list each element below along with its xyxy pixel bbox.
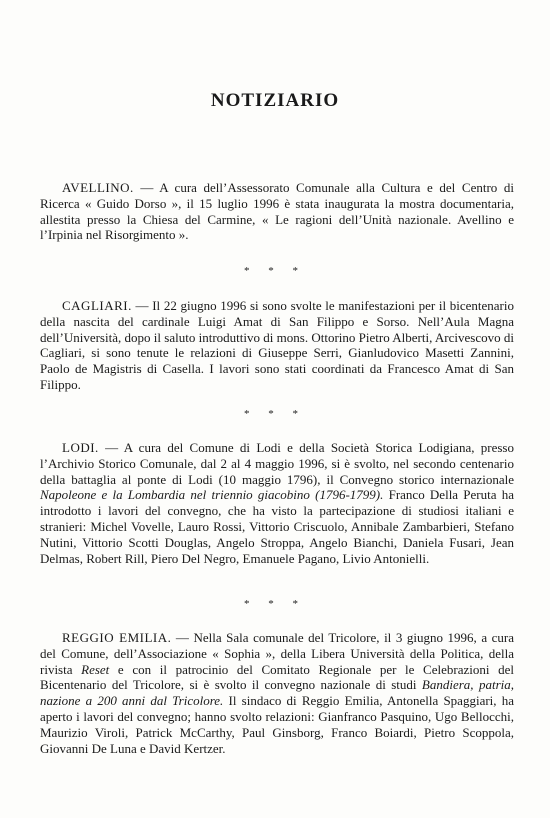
entry-text: Il 22 giugno 1996 si sono svolte le manifestazioni per il bicentenario della nascita del cardinale Luigi Amat di San Filippo e Sorso. Nell’Aula Magna dell’Università, dopo il saluto introduttivo di mons. Ottorino Pietro Alberti, Arcivescovo di Cagliari, si sono tenute le relazioni di Giuseppe Serri, Gianludovico Masetti Zannini, Paolo de Magistris di Casella. I lavori sono stati coordinati da Francesco Amat di San Filippo.	[40, 298, 515, 392]
news-entry-cagliari	[40, 298, 514, 393]
section-separator: * * *	[244, 408, 306, 420]
entry-text: e con il patrocinio del Comitato Regionale per le Celebrazioni del Bicentenario del Tricolore, si è svolto il convegno nazionale di studi	[40, 661, 514, 693]
news-entry-reggio-emilia	[40, 630, 514, 756]
entry-text: A cura del Comune di Lodi e della Società Storica Lodigiana, presso l’Archivio Storico Comunale, dal 2 al 4 maggio 1996, si è svolto, nel secondo centenario della battaglia al ponte di Lodi (10 maggio 1796), il Convegno storico internazionale	[40, 440, 514, 487]
page-title: NOTIZIARIO	[210, 90, 340, 111]
entry-text: Franco Della Peruta ha introdotto i lavori del convegno, che ha visto la partecipazione di studiosi italiani e stranieri: Michel Vovelle, Lauro Rossi, Vittorio Criscuolo, Annibale Zambarbieri, Stefano Nutini, Vittorio Scotti Douglas, Angelo Stroppa, Angelo Bianchi, Daniela Fusari, Jean Delmas, Robert Rill, Piero Del Negro, Emanuele Pagano, Livio Antonielli.	[40, 487, 515, 566]
entry-italic-title: Bandiera, patria, nazione a 200 anni dal Tricolore.	[40, 677, 514, 709]
entry-paragraph	[40, 630, 514, 756]
entry-place: REGGIO EMILIA.	[62, 630, 172, 645]
section-separator: * * *	[244, 598, 306, 610]
news-entry-lodi	[40, 440, 514, 566]
entry-place: CAGLIARI.	[62, 298, 132, 313]
entry-paragraph	[40, 180, 514, 243]
entry-dash: —	[133, 180, 160, 195]
section-separator: * * *	[244, 265, 306, 277]
entry-italic-title: Napoleone e la Lombardia nel triennio giacobino (1796-1799).	[40, 487, 384, 503]
entry-dash: —	[171, 630, 194, 645]
entry-paragraph	[40, 440, 514, 566]
entry-text: A cura dell’Assessorato Comunale alla Cultura e del Centro di Ricerca « Guido Dorso », il 15 luglio 1996 è stata inaugurata la mostra documentaria, allestita presso la Chiesa del Carmine, « Le ragioni dell’Unità nazionale. Avellino e l’Irpinia nel Risorgimento ».	[40, 180, 514, 243]
entry-text: Il sindaco di Reggio Emilia, Antonella Spaggiari, ha aperto i lavori del convegno; hanno svolto relazioni: Gianfranco Pasquino, Ugo Bellocchi, Maurizio Viroli, Patrick McCarthy, Paul Ginsborg, Franco Boiardi, Pietro Scoppola, Giovanni De Luna e David Kertzer.	[40, 693, 514, 756]
news-entry-avellino	[40, 180, 514, 243]
entry-italic-title: Reset	[81, 661, 110, 677]
entry-dash: —	[131, 298, 153, 313]
entry-text: Nella Sala comunale del Tricolore, il 3 giugno 1996, a cura del Comune, dell’Associazione « Sophia », della Libera Università della Politica, della rivista	[40, 630, 514, 677]
entry-paragraph	[40, 298, 514, 393]
entry-place: LODI.	[62, 440, 99, 455]
entry-dash: —	[98, 440, 124, 455]
entry-place: AVELLINO.	[62, 180, 134, 195]
